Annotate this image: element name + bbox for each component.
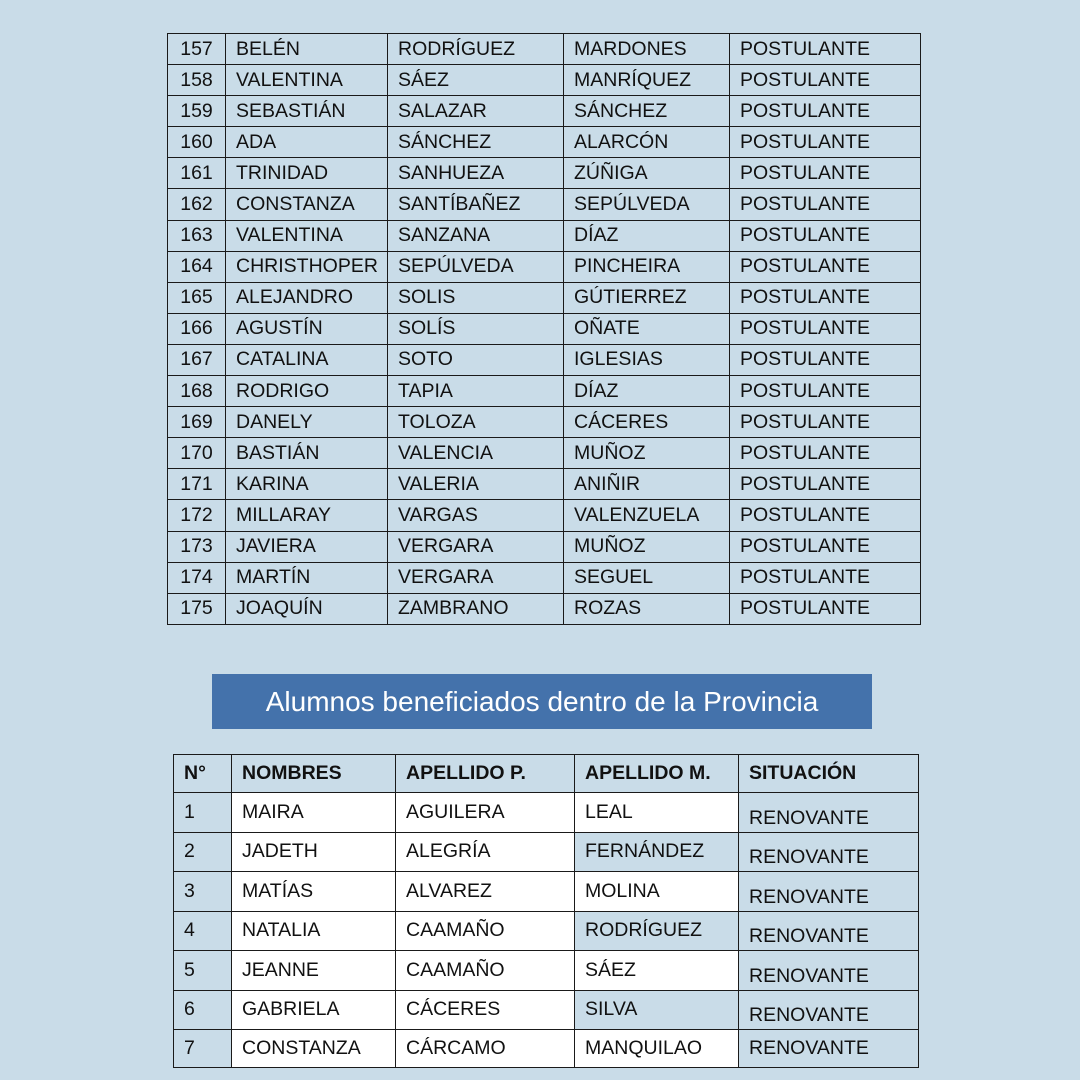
cell-apellido-p: SANTÍBAÑEZ [388, 189, 564, 220]
cell-nombre: MARTÍN [226, 562, 388, 593]
cell-apellido-p: TAPIA [388, 376, 564, 407]
table-row [168, 376, 921, 407]
cell-nombre: CONSTANZA [226, 189, 388, 220]
cell-situacion: POSTULANTE [730, 469, 921, 500]
cell-apellido-m: OÑATE [564, 313, 730, 344]
beneficiados-table [173, 754, 919, 1068]
cell-situacion: RENOVANTE [739, 793, 919, 833]
cell-situacion: POSTULANTE [730, 189, 921, 220]
table-row [168, 469, 921, 500]
cell-apellido-p: ALVAREZ [396, 872, 575, 912]
cell-nombre: JADETH [232, 832, 396, 872]
cell-number: 166 [168, 313, 226, 344]
table-row [168, 438, 921, 469]
cell-apellido-p: VALERIA [388, 469, 564, 500]
cell-nombre: RODRIGO [226, 376, 388, 407]
table-row [168, 189, 921, 220]
cell-situacion: POSTULANTE [730, 282, 921, 313]
table-row [168, 407, 921, 438]
cell-apellido-m: LEAL [575, 793, 739, 833]
cell-number: 5 [174, 951, 232, 991]
table-row [174, 872, 919, 912]
table-row [168, 158, 921, 189]
header-apellido-m: APELLIDO M. [575, 755, 739, 793]
cell-nombre: VALENTINA [226, 220, 388, 251]
cell-apellido-p: CÁCERES [396, 990, 575, 1030]
cell-apellido-p: CAAMAÑO [396, 951, 575, 991]
cell-apellido-p: SANHUEZA [388, 158, 564, 189]
cell-apellido-m: ZÚÑIGA [564, 158, 730, 189]
cell-number: 159 [168, 96, 226, 127]
cell-situacion: RENOVANTE [739, 911, 919, 951]
cell-situacion: POSTULANTE [730, 500, 921, 531]
cell-apellido-p: VARGAS [388, 500, 564, 531]
table-row [168, 251, 921, 282]
table-row [168, 127, 921, 158]
cell-number: 4 [174, 911, 232, 951]
table-row [168, 313, 921, 344]
cell-apellido-p: SALAZAR [388, 96, 564, 127]
cell-apellido-p: CAAMAÑO [396, 911, 575, 951]
cell-apellido-m: PINCHEIRA [564, 251, 730, 282]
cell-situacion: POSTULANTE [730, 127, 921, 158]
cell-apellido-m: IGLESIAS [564, 344, 730, 375]
cell-situacion: POSTULANTE [730, 407, 921, 438]
table-row [168, 344, 921, 375]
cell-situacion: POSTULANTE [730, 344, 921, 375]
cell-apellido-m: ROZAS [564, 593, 730, 624]
cell-situacion: POSTULANTE [730, 34, 921, 65]
cell-number: 157 [168, 34, 226, 65]
cell-number: 160 [168, 127, 226, 158]
postulantes-table [167, 33, 921, 625]
section-title-banner [212, 674, 872, 729]
cell-number: 7 [174, 1030, 232, 1068]
cell-number: 174 [168, 562, 226, 593]
cell-nombre: MATÍAS [232, 872, 396, 912]
cell-nombre: GABRIELA [232, 990, 396, 1030]
cell-situacion: POSTULANTE [730, 562, 921, 593]
cell-situacion: POSTULANTE [730, 158, 921, 189]
cell-apellido-m: MUÑOZ [564, 438, 730, 469]
cell-situacion: RENOVANTE [739, 832, 919, 872]
cell-apellido-m: SEPÚLVEDA [564, 189, 730, 220]
cell-number: 170 [168, 438, 226, 469]
cell-number: 169 [168, 407, 226, 438]
cell-apellido-p: SÁEZ [388, 65, 564, 96]
cell-nombre: CATALINA [226, 344, 388, 375]
cell-apellido-m: DÍAZ [564, 376, 730, 407]
cell-apellido-p: SANZANA [388, 220, 564, 251]
cell-number: 175 [168, 593, 226, 624]
cell-number: 173 [168, 531, 226, 562]
cell-apellido-m: SILVA [575, 990, 739, 1030]
table-row [168, 531, 921, 562]
table-row [168, 96, 921, 127]
cell-apellido-m: MANRÍQUEZ [564, 65, 730, 96]
cell-number: 2 [174, 832, 232, 872]
cell-nombre: BASTIÁN [226, 438, 388, 469]
cell-number: 3 [174, 872, 232, 912]
cell-situacion: RENOVANTE [739, 872, 919, 912]
cell-apellido-m: ANIÑIR [564, 469, 730, 500]
cell-apellido-p: VERGARA [388, 562, 564, 593]
cell-situacion: POSTULANTE [730, 96, 921, 127]
table-row [168, 65, 921, 96]
cell-situacion: POSTULANTE [730, 531, 921, 562]
table-row [174, 832, 919, 872]
cell-apellido-p: SOLÍS [388, 313, 564, 344]
cell-apellido-m: MANQUILAO [575, 1030, 739, 1068]
cell-situacion: RENOVANTE [739, 990, 919, 1030]
table-row [174, 1030, 919, 1068]
cell-nombre: MAIRA [232, 793, 396, 833]
cell-number: 162 [168, 189, 226, 220]
cell-apellido-p: SOLIS [388, 282, 564, 313]
cell-number: 1 [174, 793, 232, 833]
header-situacion: SITUACIÓN [739, 755, 919, 793]
cell-number: 172 [168, 500, 226, 531]
cell-number: 158 [168, 65, 226, 96]
cell-nombre: VALENTINA [226, 65, 388, 96]
cell-number: 165 [168, 282, 226, 313]
cell-nombre: ADA [226, 127, 388, 158]
cell-apellido-m: MUÑOZ [564, 531, 730, 562]
cell-apellido-p: TOLOZA [388, 407, 564, 438]
cell-nombre: BELÉN [226, 34, 388, 65]
cell-number: 161 [168, 158, 226, 189]
cell-apellido-m: ALARCÓN [564, 127, 730, 158]
cell-situacion: POSTULANTE [730, 438, 921, 469]
cell-apellido-p: RODRÍGUEZ [388, 34, 564, 65]
cell-apellido-p: ALEGRÍA [396, 832, 575, 872]
cell-nombre: JAVIERA [226, 531, 388, 562]
cell-apellido-p: CÁRCAMO [396, 1030, 575, 1068]
table-row [168, 282, 921, 313]
cell-situacion: POSTULANTE [730, 65, 921, 96]
cell-apellido-p: SEPÚLVEDA [388, 251, 564, 282]
cell-apellido-p: ZAMBRANO [388, 593, 564, 624]
cell-nombre: TRINIDAD [226, 158, 388, 189]
cell-nombre: SEBASTIÁN [226, 96, 388, 127]
table-row [174, 793, 919, 833]
cell-nombre: AGUSTÍN [226, 313, 388, 344]
table-row [174, 911, 919, 951]
header-number: N° [174, 755, 232, 793]
table-row [174, 951, 919, 991]
cell-apellido-m: GÚTIERREZ [564, 282, 730, 313]
cell-apellido-m: FERNÁNDEZ [575, 832, 739, 872]
cell-situacion: RENOVANTE [739, 1030, 919, 1068]
cell-apellido-m: VALENZUELA [564, 500, 730, 531]
cell-situacion: POSTULANTE [730, 251, 921, 282]
cell-apellido-m: RODRÍGUEZ [575, 911, 739, 951]
cell-situacion: POSTULANTE [730, 313, 921, 344]
cell-apellido-p: VERGARA [388, 531, 564, 562]
cell-apellido-m: SÁNCHEZ [564, 96, 730, 127]
table-row [168, 562, 921, 593]
table-row [168, 220, 921, 251]
cell-apellido-p: VALENCIA [388, 438, 564, 469]
cell-number: 164 [168, 251, 226, 282]
cell-situacion: POSTULANTE [730, 220, 921, 251]
section-title: Alumnos beneficiados dentro de la Provincia [265, 685, 819, 717]
cell-number: 6 [174, 990, 232, 1030]
table-row [168, 500, 921, 531]
cell-nombre: JEANNE [232, 951, 396, 991]
header-apellido-p: APELLIDO P. [396, 755, 575, 793]
cell-nombre: NATALIA [232, 911, 396, 951]
header-row [174, 755, 919, 793]
cell-apellido-p: AGUILERA [396, 793, 575, 833]
cell-situacion: POSTULANTE [730, 376, 921, 407]
cell-apellido-m: DÍAZ [564, 220, 730, 251]
cell-situacion: POSTULANTE [730, 593, 921, 624]
table-row [168, 593, 921, 624]
cell-nombre: DANELY [226, 407, 388, 438]
cell-apellido-p: SÁNCHEZ [388, 127, 564, 158]
cell-apellido-m: CÁCERES [564, 407, 730, 438]
cell-number: 163 [168, 220, 226, 251]
cell-situacion: RENOVANTE [739, 951, 919, 991]
cell-apellido-m: MOLINA [575, 872, 739, 912]
cell-nombre: CONSTANZA [232, 1030, 396, 1068]
table-row [174, 990, 919, 1030]
cell-nombre: JOAQUÍN [226, 593, 388, 624]
cell-number: 167 [168, 344, 226, 375]
cell-number: 168 [168, 376, 226, 407]
cell-nombre: ALEJANDRO [226, 282, 388, 313]
cell-nombre: CHRISTHOPER [226, 251, 388, 282]
cell-apellido-m: MARDONES [564, 34, 730, 65]
cell-apellido-p: SOTO [388, 344, 564, 375]
cell-apellido-m: SÁEZ [575, 951, 739, 991]
cell-number: 171 [168, 469, 226, 500]
table-row [168, 34, 921, 65]
cell-nombre: KARINA [226, 469, 388, 500]
cell-apellido-m: SEGUEL [564, 562, 730, 593]
header-nombres: NOMBRES [232, 755, 396, 793]
cell-nombre: MILLARAY [226, 500, 388, 531]
